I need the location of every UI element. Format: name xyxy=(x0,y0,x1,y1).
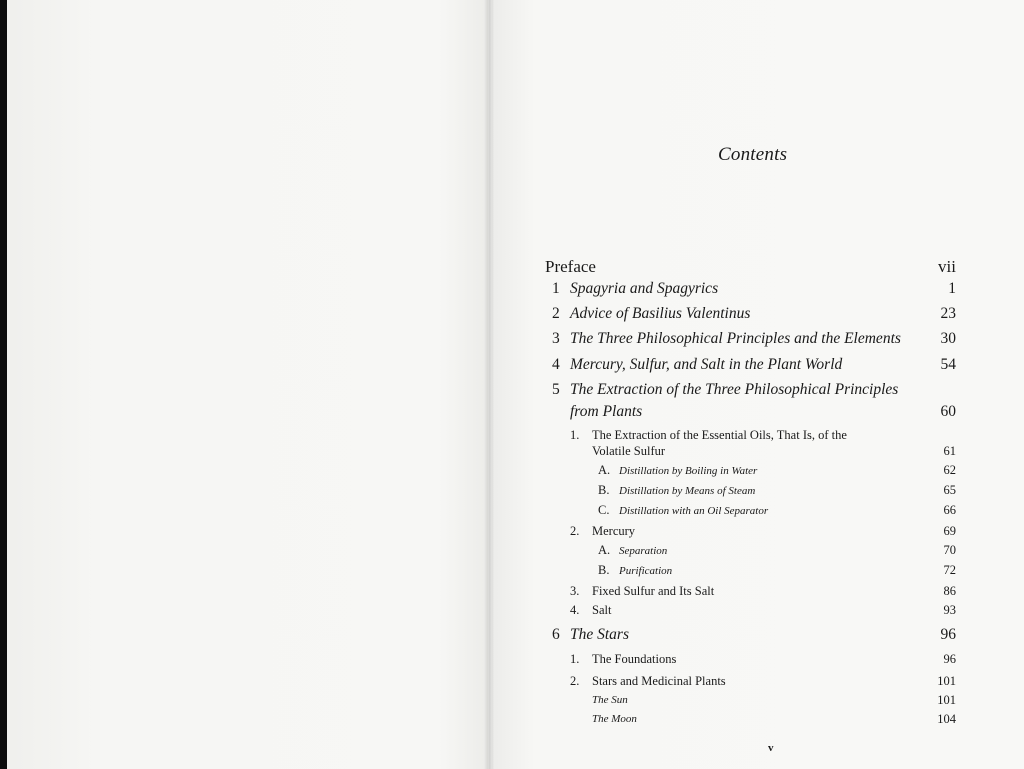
toc-subsection-5-1-c-title: Distillation with an Oil Separator xyxy=(619,505,769,517)
toc-chapter-3-page: 30 xyxy=(940,330,956,347)
toc-chapter-5-page: 60 xyxy=(940,403,956,420)
toc-section-6-2-number: 2. xyxy=(570,674,580,688)
page-folio: v xyxy=(768,742,774,754)
toc-chapter-3-title: The Three Philosophical Principles and the Elements xyxy=(570,330,901,347)
toc-section-5-3-title: Fixed Sulfur and Its Salt xyxy=(592,584,715,598)
toc-subsection-5-1-b-letter: B. xyxy=(598,483,610,497)
toc-section-6-2-title: Stars and Medicinal Plants xyxy=(592,674,726,688)
toc-subsection-5-1-a-page: 62 xyxy=(943,463,956,477)
left-page-edge xyxy=(0,0,7,769)
toc-subsection-5-1-a-letter: A. xyxy=(598,463,611,477)
toc-section-5-3-number: 3. xyxy=(570,584,580,598)
contents-title: Contents xyxy=(718,144,788,165)
toc-chapter-1-number: 1 xyxy=(552,280,560,297)
toc-item-the-moon-page: 104 xyxy=(937,712,956,726)
toc-chapter-1-title: Spagyria and Spagyrics xyxy=(570,280,719,297)
left-page xyxy=(0,0,488,769)
toc-item-the-sun-page: 101 xyxy=(937,693,956,707)
toc-subsection-5-2-a-title: Separation xyxy=(619,545,668,557)
toc-chapter-5-title-line1: The Extraction of the Three Philosophical Principles xyxy=(570,381,899,398)
toc-preface-page: vii xyxy=(938,257,956,276)
toc-chapter-6-number: 6 xyxy=(552,626,560,643)
toc-subsection-5-1-b-page: 65 xyxy=(943,483,956,497)
toc-section-6-2-page: 101 xyxy=(937,674,956,688)
toc-section-6-1-page: 96 xyxy=(943,652,956,666)
toc-section-5-2-title: Mercury xyxy=(592,524,636,538)
toc-section-5-2-number: 2. xyxy=(570,524,580,538)
toc-chapter-2-title: Advice of Basilius Valentinus xyxy=(570,305,751,322)
toc-preface-label: Preface xyxy=(545,257,596,276)
book-gutter xyxy=(484,0,494,769)
toc-chapter-3-number: 3 xyxy=(552,330,560,347)
toc-chapter-2-page: 23 xyxy=(940,305,956,322)
toc-section-6-1-title: The Foundations xyxy=(592,652,677,666)
toc-subsection-5-2-a-page: 70 xyxy=(943,543,956,557)
toc-subsection-5-1-c-page: 66 xyxy=(943,503,956,517)
toc-section-5-1-title-line2: Volatile Sulfur xyxy=(592,444,666,458)
toc-subsection-5-2-b-page: 72 xyxy=(943,563,956,577)
toc-chapter-6-title: The Stars xyxy=(570,626,629,643)
toc-chapter-5-title-line2: from Plants xyxy=(570,403,643,420)
toc-subsection-5-2-b-title: Purification xyxy=(619,565,673,577)
toc-chapter-6-page: 96 xyxy=(940,626,956,643)
toc-item-the-moon: The Moon xyxy=(592,713,637,725)
toc-section-5-1-number: 1. xyxy=(570,428,580,442)
toc-chapter-4-number: 4 xyxy=(552,356,560,373)
toc-preface xyxy=(545,257,596,277)
toc-section-5-4-number: 4. xyxy=(570,603,580,617)
toc-section-5-4-title: Salt xyxy=(592,603,612,617)
toc-subsection-5-1-b-title: Distillation by Means of Steam xyxy=(619,485,756,497)
toc-chapter-5-number: 5 xyxy=(552,381,560,398)
toc-section-6-1-number: 1. xyxy=(570,652,580,666)
toc-subsection-5-1-a-title: Distillation by Boiling in Water xyxy=(619,465,758,477)
toc-item-the-sun: The Sun xyxy=(592,694,628,706)
toc-subsection-5-1-c-letter: C. xyxy=(598,503,610,517)
toc-section-5-1-page: 61 xyxy=(943,444,956,458)
toc-subsection-5-2-a-letter: A. xyxy=(598,543,611,557)
toc-chapter-1-page: 1 xyxy=(948,280,956,297)
toc-chapter-4-page: 54 xyxy=(940,356,956,373)
toc-section-5-1-title-line1: The Extraction of the Essential Oils, That Is, of the xyxy=(592,428,847,442)
toc-chapter-2-number: 2 xyxy=(552,305,560,322)
toc-section-5-4-page: 93 xyxy=(943,603,956,617)
toc-section-5-3-page: 86 xyxy=(943,584,956,598)
toc-subsection-5-2-b-letter: B. xyxy=(598,563,610,577)
toc-chapter-4-title: Mercury, Sulfur, and Salt in the Plant World xyxy=(570,356,843,373)
toc-section-5-2-page: 69 xyxy=(943,524,956,538)
